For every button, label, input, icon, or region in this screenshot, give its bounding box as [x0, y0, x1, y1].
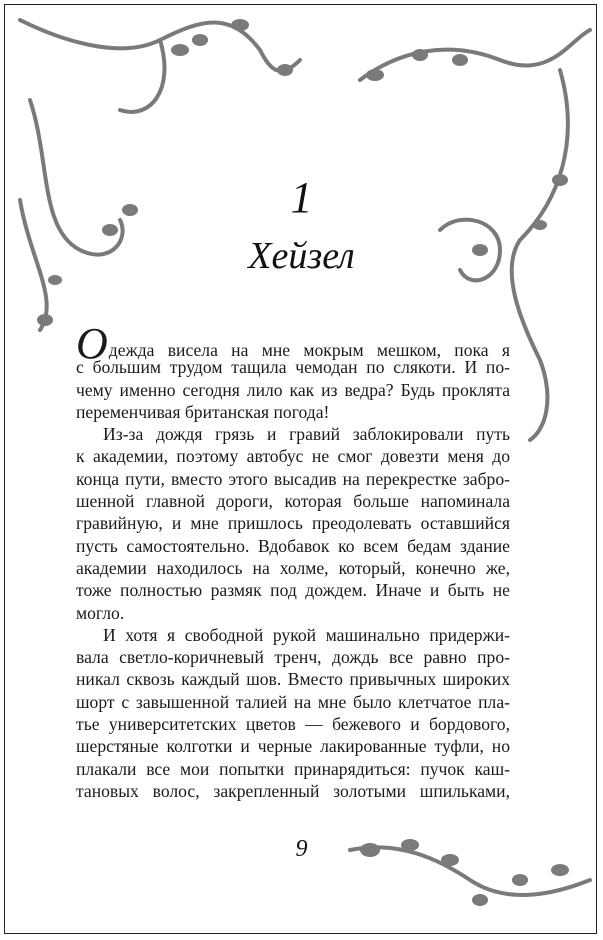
text-line: вала светло-коричневый тренч, дождь все равно про- — [76, 647, 510, 668]
text-line: И хотя я свободной рукой машинально придержи- — [103, 624, 510, 645]
text-line: с большим трудом тащила чемодан по слякоти. И по- — [76, 357, 510, 378]
chapter-number: 1 — [290, 173, 313, 222]
text-line: никал сквозь каждый шов. Вместо привычных широких — [76, 669, 510, 690]
text-line: тоже полностью размяк под дождем. Иначе и быть не — [76, 580, 510, 601]
text-line: академии находилось на холме, который, конечно же, — [76, 557, 510, 578]
text-line: шорт с завышенной талией на мне было клетчатое пла- — [76, 691, 510, 712]
text-line: тье университетских цветов — бежевого и бордового, — [76, 714, 510, 735]
text-line: могло. — [76, 602, 125, 623]
text-line: шерстяные колготки и черные лакированные туфли, но — [76, 736, 510, 757]
text-line: шенной главной дороги, которая больше напоминала — [76, 491, 510, 512]
text-line: плакали все мои попытки принарядиться: пучок каш- — [76, 758, 510, 779]
chapter-title: Хейзел — [248, 235, 355, 277]
page-number: 9 — [295, 836, 308, 862]
text-line: тановых волос, закрепленный золотыми шпильками, — [76, 780, 510, 801]
text-line: гравийную, и мне пришлось преодолевать оставшийся — [76, 513, 510, 534]
text-line: конца пути, вместо этого высадив на перекрестке забро- — [76, 468, 510, 489]
body-text — [76, 319, 510, 802]
drop-cap: О — [76, 319, 108, 368]
text-line: к академии, поэтому автобус не смог довезти меня до — [76, 446, 510, 467]
text-line: переменчивая британская погода! — [76, 401, 330, 422]
text-line: Из-за дождя грязь и гравий заблокировали путь — [103, 424, 510, 445]
text-line: пусть самостоятельно. Вдобавок ко всем бедам здание — [76, 535, 510, 556]
line-text: дежда висела на мне мокрым мешком, пока я — [108, 340, 510, 360]
text-line: чему именно сегодня лило как из ведра? Будь проклята — [76, 379, 510, 400]
